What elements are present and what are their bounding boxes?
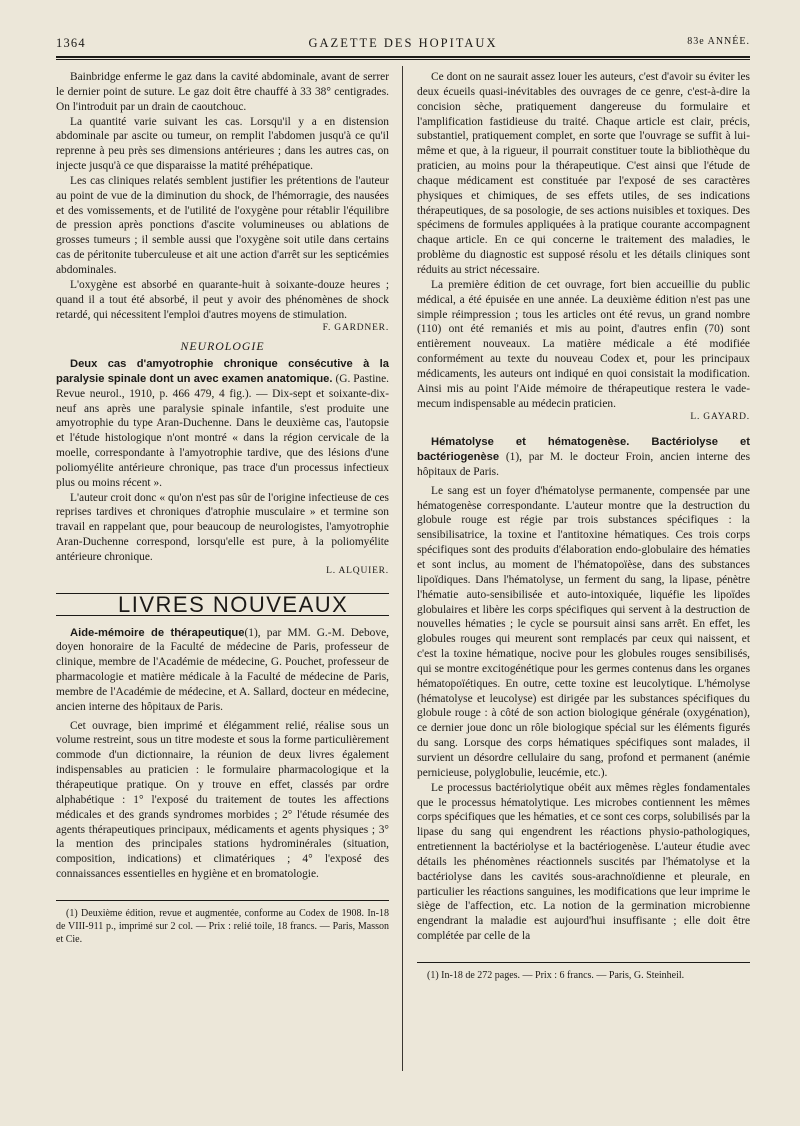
- page-header: [56, 36, 750, 54]
- paragraph: L'auteur croit donc « qu'on n'est pas sûr de l'origine infectieuse de ces reprises tardives et chroniques d'atrophie musculaire » et termine son travail en rappelant que, pour beaucoup de neurologistes, l'amyotrophie Aran-Duchenne correspond, lorsqu'elle est pure, à la poliomyélite antérieure chronique.: [56, 491, 389, 563]
- footnote-rule: [417, 962, 750, 963]
- paragraph: Ce dont on ne saurait assez louer les auteurs, c'est d'avoir su éviter les deux écueils quasi-inévitables des ouvrages de ce genre, c'est-à-dire la concision sèche, pratiquement dangereuse du formulaire et l'amplification fastidieuse du traité. Chaque article est clair, précis, substantiel, pratiquement complet, en sorte que l'ouvrage se suffit à lui-même et que, à la rigueur, il pourrait constituer toute la bibliothèque du praticien, au moins pour la thérapeutique. C'est ainsi que l'étude de chaque médicament est constituée par l'exposé de ses caractères physiques et chimiques, de ses effets utiles, de ses indications thérapeutiques, de sa posologie, de ses actions nuisibles et toxiques. Des spécimens de formules appliquées à la pratique courante accompagnent chaque article. En ce qui concerne le traitement des maladies, le problème du diagnostic est supposé résolu et les détails cliniques sont réduits au strict nécessaire.: [417, 71, 750, 276]
- year-label: 83e ANNÉE.: [687, 36, 750, 47]
- signature: L. GAYARD.: [690, 412, 750, 423]
- paragraph: Cet ouvrage, bien imprimé et élégamment relié, réalise sous un volume restreint, sous un titre modeste et sous la forme particulièrement commode d'un dictionnaire, la réunion de deux livres également indispensables au praticien : le formulaire pharmacologique et la thérapeutique pratique. On y trouve en effet, classés par ordre alphabétique : 1° l'exposé du traitement de toutes les affections médicales et des grands syndromes morbides ; 2° l'étude résumée des agents thérapeutiques principaux, médicaments et agents physiques ; 3° la mention des principales stations hydrominérales (situation, composition, indications) et climatériques ; 4° l'exposé des connaissances essentielles en hygiène et en bromatologie.: [56, 719, 389, 881]
- paragraph: L'oxygène est absorbé en quarante-huit à soixante-douze heures ; quand il a tout été absorbé, il peut y avoir des phénomènes de shock retardé, qui nécessitent l'emploi d'autres moyens de stimulation.: [56, 278, 389, 321]
- paragraph: La quantité varie suivant les cas. Lorsqu'il y a en distension abdominale par ascite ou tumeur, on remplit l'abdomen jusqu'à ce qu'il reprenne à peu près ses dimensions antérieures ; dans les autres cas, on injecte jusqu'à ce que disparaisse la matité préhépatique.: [56, 115, 389, 173]
- paragraph: Bainbridge enferme le gaz dans la cavité abdominale, avant de serrer le dernier point de suture. Le gaz doit être chauffé à 33 38° centigrades. On l'introduit par un drain de caoutchouc.: [56, 71, 389, 113]
- article-heading: Deux cas d'amyotrophie chronique consécutive à la paralysie spinale dont un avec examen anatomique.: [56, 358, 389, 385]
- book-authors: (1), par MM. G.-M. Debove, doyen honoraire de la Faculté de médecine de Paris, professeur de clinique, membre de l'Académie de médecine, G. Pouchet, professeur de pharmacologie et matière médicale à la Faculté de médecine de Paris, membre de l'Académie de médecine, et A. Sallard, docteur en médecine, ancien interne des hôpitaux de Paris.: [56, 626, 389, 713]
- article-heading: Hématolyse et hématogenèse. Bactériolyse et bactériogenèse: [417, 436, 750, 464]
- section-banner: [56, 593, 389, 616]
- footnote: (1) In-18 de 272 pages. — Prix : 6 francs. — Paris, G. Steinheil.: [427, 969, 685, 981]
- paragraph: Le processus bactériolytique obéit aux mêmes règles fondamentales que le processus hématolytique. Les microbes contiennent les mêmes corps spécifiques que les hématies, et ce sont ces corps, solubilisés par la lipase du sang qui engendrent les réactions physio-pathologiques, entretiennent la bactériolyse et la bactériogenèse. L'auteur étudie avec détails les phénomènes réactionnels suscités par l'hématolyse et la bactériolyse dans les cavités sous-arachnoïdienne et pleurale, en particulier les réactions sanguines, les modifications que leur imprime le siège de l'affection, etc. La notion de la germination microbienne engendrant la maladie est aujourd'hui insuffisante ; elle doit être complétée par celle de la: [417, 781, 750, 943]
- journal-title: GAZETTE DES HOPITAUX: [308, 36, 498, 50]
- article: [417, 435, 750, 480]
- header-rule-thin: [56, 59, 750, 60]
- section-banner-title: LIVRES NOUVEAUX: [118, 591, 349, 617]
- paragraph: La première édition de cet ouvrage, fort bien accueillie du public médical, a été épuisée en une année. La deuxième édition n'est pas une simple réimpression ; tous les articles ont été revus, un grand nombre (110) ont été remaniés et mis au point, d'autres enfin (70) sont entièrement nouveaux. La matière médicale a été modifiée conformément au texte du nouveau Codex et, pour les principaux médicaments, les auteurs ont indiqué en quoi consistait la modification. Ainsi mis au point l'Aide mémoire de thérapeutique restera le vade-mecum indispensable au médecin praticien.: [417, 278, 750, 410]
- page-number: 1364: [56, 36, 86, 50]
- article-reference: (1), par M. le docteur Froin, ancien interne des hôpitaux de Paris.: [417, 451, 750, 478]
- spacer: [417, 425, 750, 435]
- article-reference: (G. Pastine. Revue neurol., 1910, p. 466 479, 4 fig.). — Dix-sept et soixante-dix-neuf ans après une paralysie spinale infantile, s'est produite une amyotrophie du type Aran-Duchenne. Dans le deuxième cas, l'autopsie et l'étude histologique n'ont montré « dans la région cervicale de la moelle, correspondante à l'amyotrophie tardive, que des lésions d'une poliomyélite antérieure chronique, pas trace d'un processus infectieux plus ou moins récent ».: [56, 372, 389, 489]
- signature: F. GARDNER.: [322, 323, 389, 334]
- article: [56, 357, 389, 491]
- footnote-rule: [56, 900, 389, 901]
- footnote: (1) Deuxième édition, revue et augmentée, conforme au Codex de 1908. In-18 de VIII-911 p., imprimé sur 2 col. — Prix : relié toile, 18 francs. — Paris, Masson et Cie.: [56, 907, 389, 945]
- column-divider: [402, 66, 403, 1071]
- signature: L. ALQUIER.: [326, 565, 389, 576]
- book-title: Aide-mémoire de thérapeutique: [70, 626, 245, 639]
- right-column: [417, 70, 750, 982]
- book-review: [56, 626, 389, 715]
- left-column: [56, 70, 389, 946]
- paragraph: Le sang est un foyer d'hématolyse permanente, compensée par une hématogenèse correspondante. L'auteur montre que la destruction du globule rouge est régie par trois substances spécifiques : la sensibilisatrice, la toxine et l'antitoxine hématiques. Ces trois corps spécifiques sont des produits d'élaboration endo-globulaire des hématies et sont inclus, au moment de l'hématopoïèse, dans des substances lipoïdiques. Dans l'hématolyse, un ferment du sang, la lipase, pénètre l'hématie auto-sensibilisée et auto-intoxiquée, liquéfie les lipoïdes globulaires et libère les corps spécifiques qui servent à la destruction de nouvelles hématies ; le cycle se poursuit ainsi sans arrêt. En effet, les globules rouges qui meurent sont remplacés par ceux qui naissent, et c'est la toxine hématique, nocive pour les globules rouges sensibilisés, qui se montre excitogénétique pour les germes contenus dans les organes hématopoïétiques. En outre, cette toxine est leucolytique. L'hémolyse (hématolyse et leucolyse) est dirigée par les substances spécifiques du globule rouge : à côté de son action biologique générale (oxygénation), ce dernier joue donc un rôle biologique spécial sur les éléments figurés du sang. Lorsque des corps hématiques spécifiques sont malades, il survient un désordre cellulaire du sang, profond et permanent (anémie pernicieuse, polyglobulie, leucémie, etc.).: [417, 484, 750, 779]
- paragraph: Les cas cliniques relatés semblent justifier les prétentions de l'auteur au point de vue de la diminution du shock, de l'hémorragie, des nausées et des vomissements, et de l'utilité de l'oxygène pour rétablir l'équilibre de pression après ponctions d'ascite volumineuses ou ablations de grosses tumeurs ; il semble aussi que l'oxygène soit utile dans certains cas de péritonite tuberculeuse et ait une action d'arrêt sur les septicémies abdominales.: [56, 174, 389, 276]
- header-rule: [56, 56, 750, 58]
- section-title: NEUROLOGIE: [180, 339, 265, 354]
